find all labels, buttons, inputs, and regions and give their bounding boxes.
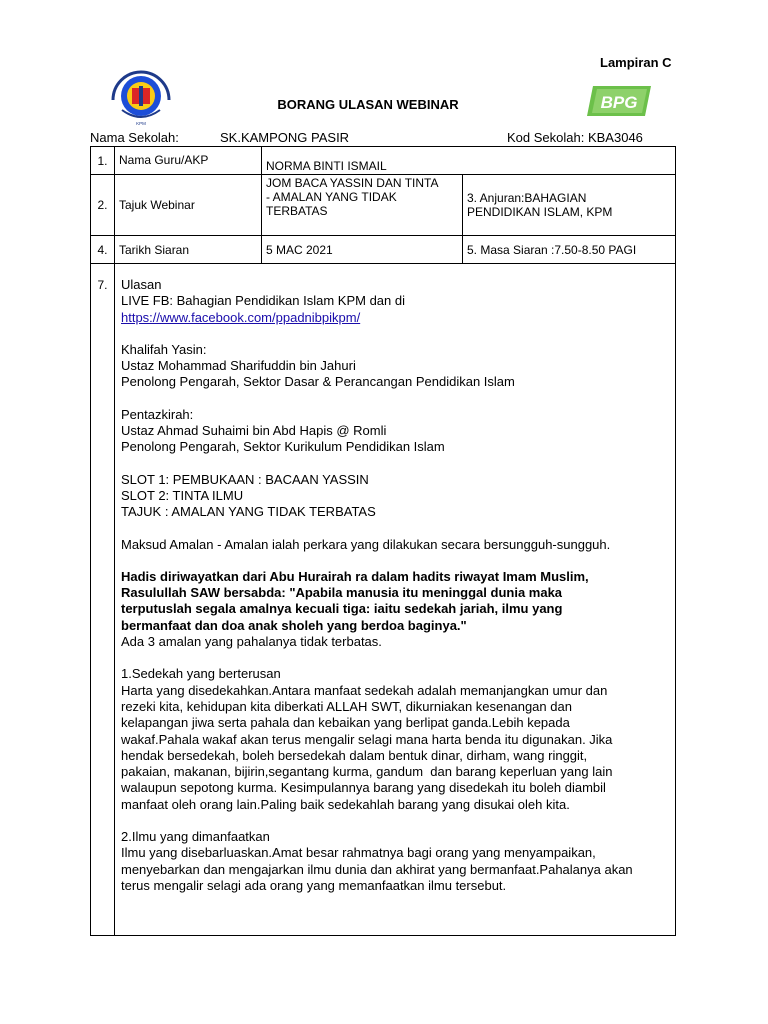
hadis-line: Hadis diriwayatkan dari Abu Hurairah ra dalam hadits riwayat Imam Muslim, [121,568,589,584]
sedekah-line: Harta yang disedekahkan.Antara manfaat sedekah adalah memanjangkan umur dan [121,682,608,698]
row-nama-guru [91,147,676,175]
row-number: 1. [91,147,115,175]
svg-text:BPG: BPG [600,93,638,112]
pentazkirah-label: Pentazkirah: [121,406,194,422]
tajuk-line: - AMALAN YANG TIDAK [266,190,397,204]
sedekah-title: 1.Sedekah yang berterusan [121,666,281,682]
live-fb-text: LIVE FB: Bahagian Pendidikan Islam KPM dan di [121,293,405,309]
school-code-label: Kod Sekolah: [507,130,585,145]
sedekah-line: pakaian, makanan, bijirin,segantang kurma, gandum dan barang keperluan yang lain [121,764,613,780]
row-number: 4. [91,236,115,264]
khalifah-name: Ustaz Mohammad Sharifuddin bin Jahuri [121,358,356,374]
pentazkirah-role: Penolong Pengarah, Sektor Kurikulum Pendidikan Islam [121,439,445,455]
anjuran-line: 3. Anjuran:BAHAGIAN [467,191,587,205]
sedekah-line: walaupun sepotong kurma. Kesimpulannya barang yang disedekah itu boleh diambil [121,780,606,796]
sedekah-line: hendak bersedekah, boleh bersedekah dalam bentuk dinar, dirham, wang ringgit, [121,747,588,763]
ada-3-amalan: Ada 3 amalan yang pahalanya tidak terbatas. [121,634,382,650]
field-masa-siaran: 5. Masa Siaran :7.50-8.50 PAGI [463,236,676,264]
sedekah-line: rezeki kita, kehidupan kita diberkati ALLAH SWT, dikurniakan kesenangan dan [121,698,572,714]
tajuk-line: JOM BACA YASSIN DAN TINTA [266,176,439,190]
ilmu-title: 2.Ilmu yang dimanfaatkan [121,829,270,845]
school-code-value: KBA3046 [587,130,643,145]
tajuk-line: TERBATAS [266,204,328,218]
khalifah-label: Khalifah Yasin: [121,341,207,357]
review-form-table [90,146,676,936]
sedekah-line: kelapangan jiwa serta pahala dan kebaikan yang berlipat ganda.Lebih kepada [121,715,570,731]
ulasan-cell [115,264,676,936]
lampiran-label: Lampiran C [600,55,672,70]
sedekah-line: manfaat oleh orang lain.Paling baik sedekahlah barang yang disukai oleh kita. [121,796,570,812]
sedekah-line: wakaf.Pahala wakaf akan terus mengalir selagi mana harta benda itu digunakan. Jika [121,731,613,747]
tajuk-line: TAJUK : AMALAN YANG TIDAK TERBATAS [121,504,376,520]
anjuran-line: PENDIDIKAN ISLAM, KPM [467,205,613,219]
field-value-tarikh: 5 MAC 2021 [262,236,463,264]
khalifah-role: Penolong Pengarah, Sektor Dasar & Perancangan Pendidikan Islam [121,374,515,390]
row-number: 7. [91,264,115,936]
slot-2: SLOT 2: TINTA ILMU [121,487,244,503]
row-tarikh-siaran [91,236,676,264]
page-title: BORANG ULASAN WEBINAR [277,97,459,112]
row-tajuk-webinar [91,175,676,236]
svg-text:KPM: KPM [136,121,146,126]
slot-1: SLOT 1: PEMBUKAAN : BACAAN YASSIN [121,471,369,487]
field-value-tajuk [262,175,463,236]
ilmu-line: Ilmu yang disebarluaskan.Amat besar rahmatnya bagi orang yang menyampaikan, [121,845,596,861]
ilmu-line: terus mengalir selagi ada orang yang memanfaatkan ilmu tersebut. [121,877,507,893]
ulasan-content [121,277,671,894]
ilmu-line: menyebarkan dan mengajarkan ilmu dunia dan akhirat yang bermanfaat.Pahalanya akan [121,861,633,877]
hadis-line: Rasulullah SAW bersabda: "Apabila manusia itu meninggal dunia maka [121,585,563,601]
hadis-line: bermanfaat dan doa anak sholeh yang berdoa baginya." [121,617,467,633]
pentazkirah-name: Ustaz Ahmad Suhaimi bin Abd Hapis @ Romli [121,423,387,439]
row-ulasan [91,264,676,936]
ulasan-heading: Ulasan [121,277,162,292]
hadis-line: terputuslah segala amalnya kecuali tiga: iaitu sedekah jariah, ilmu yang [121,601,563,617]
school-name-label: Nama Sekolah: [90,130,179,145]
facebook-link[interactable]: https://www.facebook.com/ppadnibpikpm/ [121,309,361,325]
field-value-nama-guru: NORMA BINTI ISMAIL [262,147,676,175]
row-number: 2. [91,175,115,236]
school-code [507,130,643,145]
maksud-amalan: Maksud Amalan - Amalan ialah perkara yang dilakukan secara bersungguh-sungguh. [121,536,611,552]
field-anjuran [463,175,676,236]
field-label-tarikh: Tarikh Siaran [115,236,262,264]
school-name-value: SK.KAMPONG PASIR [220,130,350,145]
field-label-nama-guru: Nama Guru/AKP [115,147,262,175]
field-label-tajuk: Tajuk Webinar [115,175,262,236]
